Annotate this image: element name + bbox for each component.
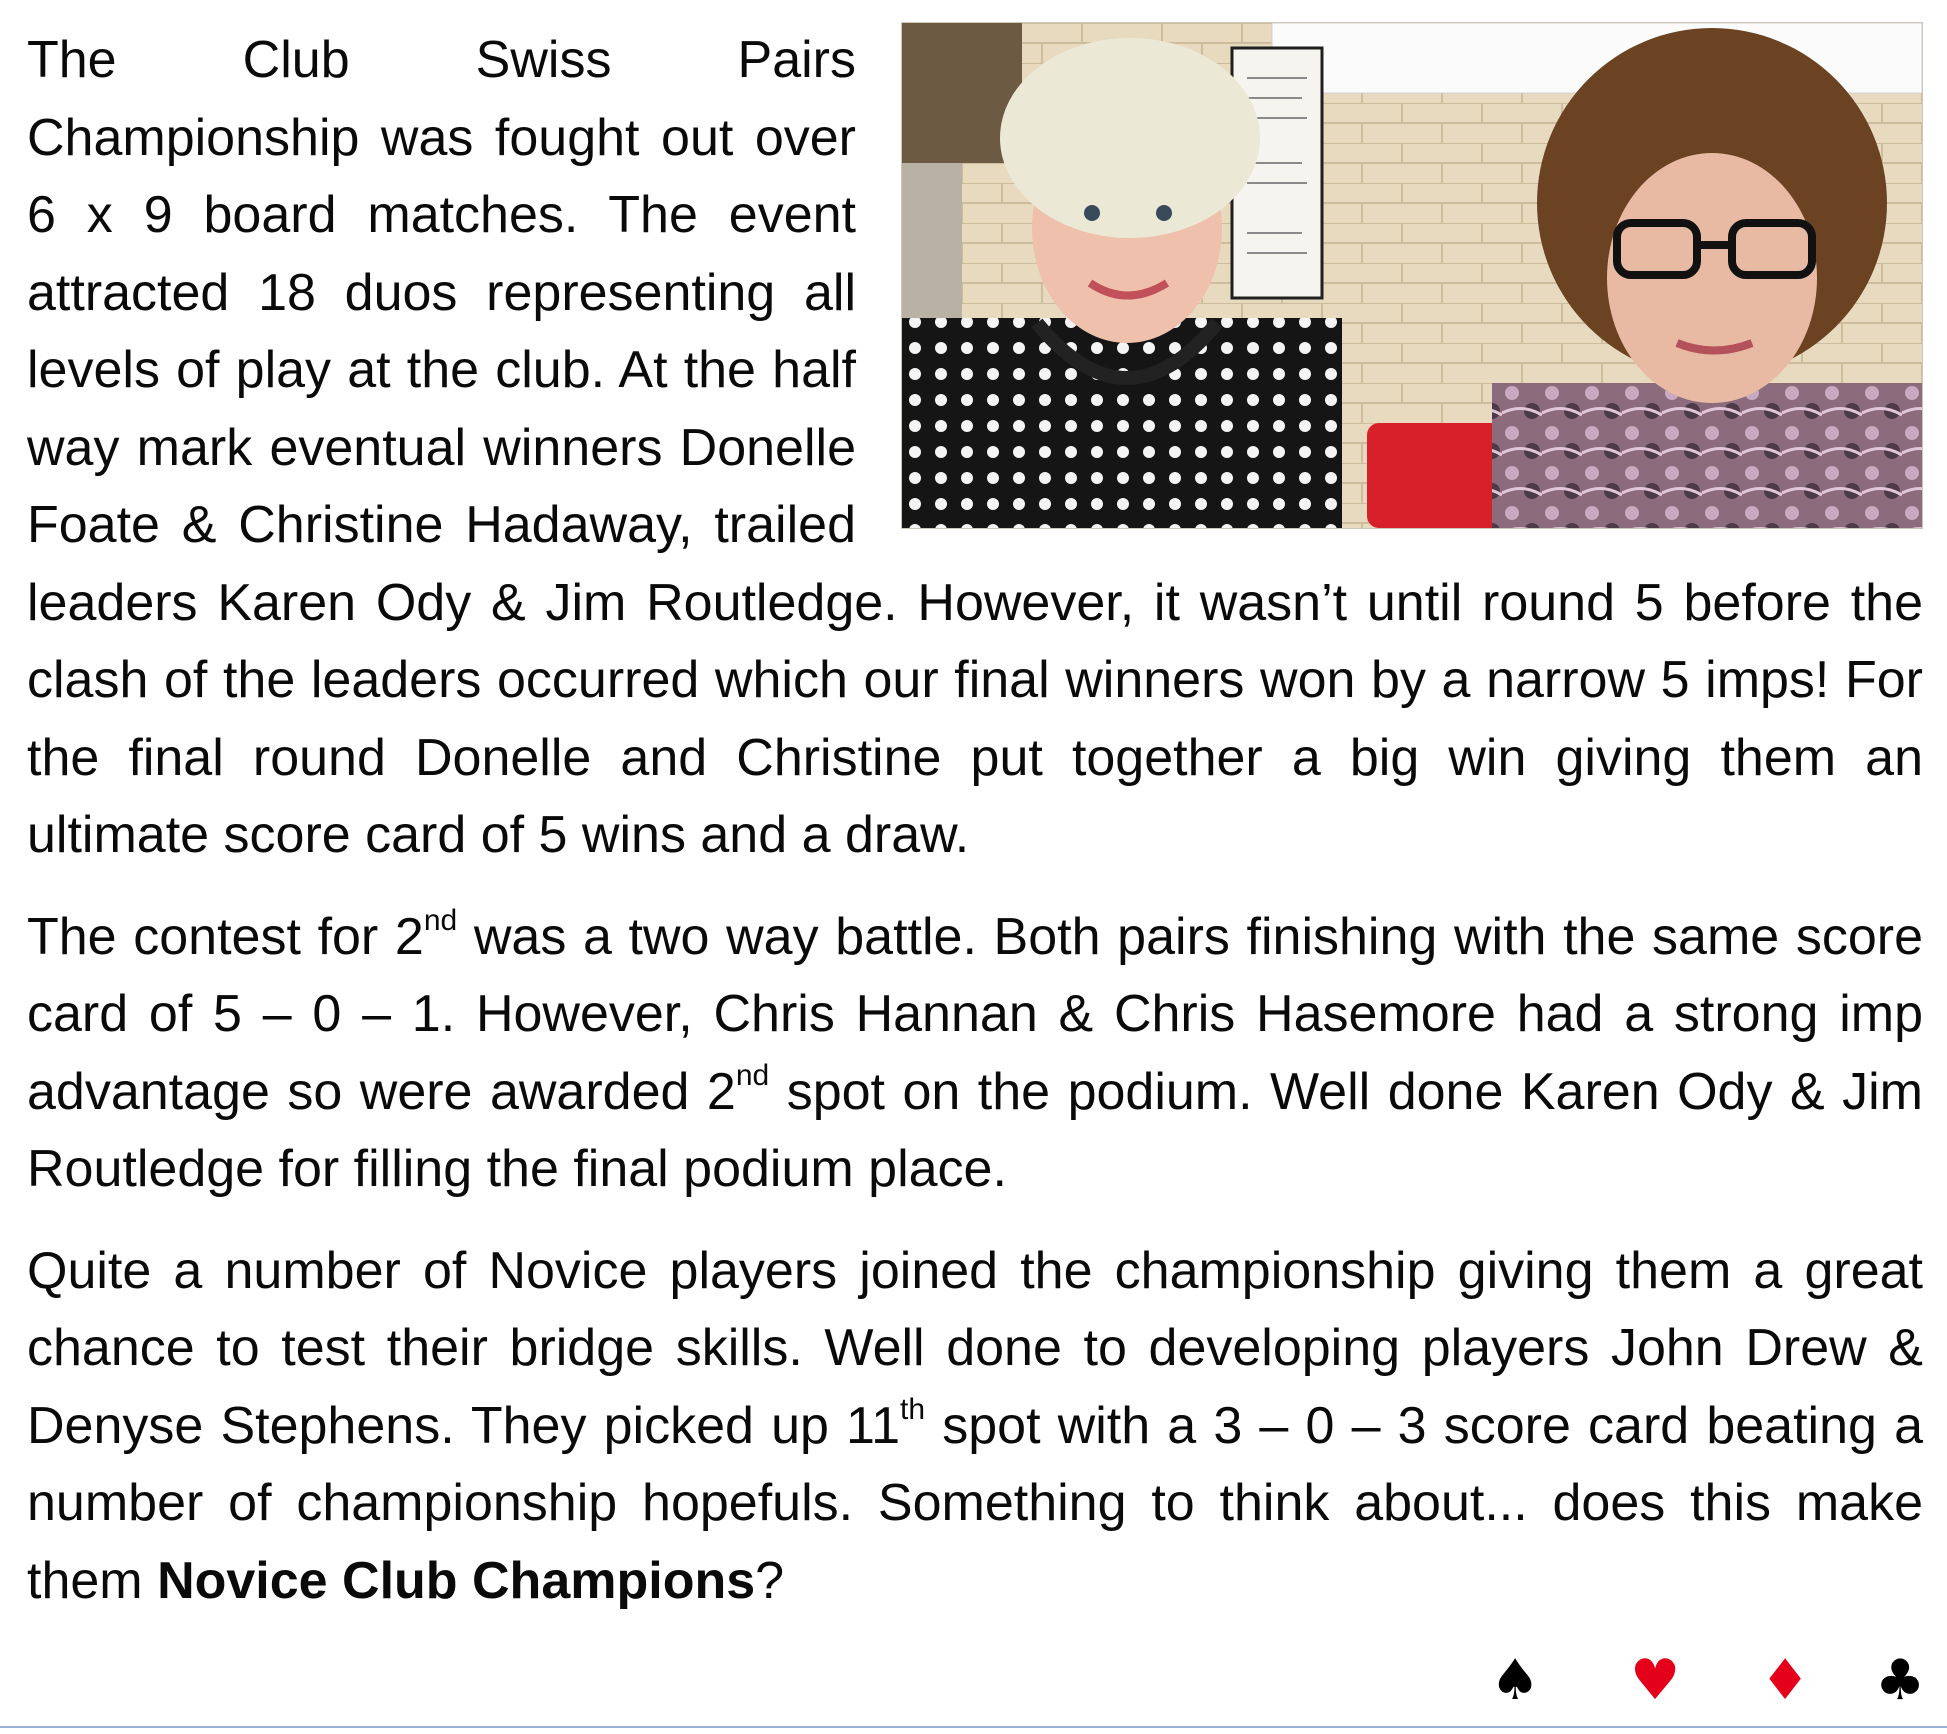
ordinal-suffix: th <box>900 1392 926 1426</box>
left-woman-eye-left <box>1084 205 1100 221</box>
paragraph-2-text-3: spot on the podium. Well done Karen Ody & Jim Routledge for filling the final podium place. <box>27 1062 1923 1198</box>
paragraph-2-text-1: The contest for 2 <box>27 907 424 966</box>
paragraph-3-text-2: spot with a 3 – 0 – 3 score card beating a number of championship hopefuls. Something to think about... does this make them <box>27 1396 1923 1610</box>
card-suits <box>1490 1646 1926 1716</box>
ordinal-suffix: nd <box>735 1058 770 1092</box>
ordinal-suffix: nd <box>423 903 458 937</box>
left-woman-dress <box>902 318 1342 528</box>
paragraph-3 <box>27 1233 1923 1621</box>
novice-champions-highlight: Novice Club Champions <box>157 1551 756 1610</box>
paragraph-3-text-1: Quite a number of Novice players joined the championship giving them a great chance to test their bridge skills. Well done to developing players John Drew & Denyse Stephens. They picked up 11 <box>27 1241 1923 1455</box>
heart-icon: ♥ <box>1630 1648 1681 1713</box>
diamond-icon: ♦ <box>1760 1648 1811 1713</box>
paragraph-2-text-2: was a two way battle. Both pairs finishing with the same score card of 5 – 0 – 1. However, Chris Hannan & Chris Hasemore had a strong imp advantage so were awarded 2 <box>27 907 1924 1121</box>
paragraph-3-text-3: ? <box>755 1551 785 1610</box>
spade-icon: ♠ <box>1490 1648 1541 1713</box>
left-woman-hair <box>1000 38 1260 238</box>
paragraph-1-text: The Club Swiss Pairs Championship was fought out over 6 x 9 board matches. The event attracted 18 duos representing all levels of play at the club. At the half way mark eventual winners Donelle Foate & Christine Hadaway, trailed leaders Karen Ody & Jim Routledge. However, it wasn’t until round 5 before the clash of the leaders occurred which our final winners won by a narrow 5 imps! For the final round Donelle and Christine put together a big win giving them an ultimate score card of 5 wins and a draw. <box>27 31 1923 864</box>
left-woman-eye-right <box>1156 205 1172 221</box>
winners-photo <box>901 22 1923 529</box>
right-woman-blouse <box>1492 383 1922 528</box>
winners-photo-illustration <box>902 23 1922 528</box>
paragraph-2 <box>27 899 1923 1209</box>
article <box>27 22 1923 1620</box>
club-icon: ♣ <box>1875 1648 1926 1713</box>
page-bottom-divider <box>0 1726 1947 1728</box>
